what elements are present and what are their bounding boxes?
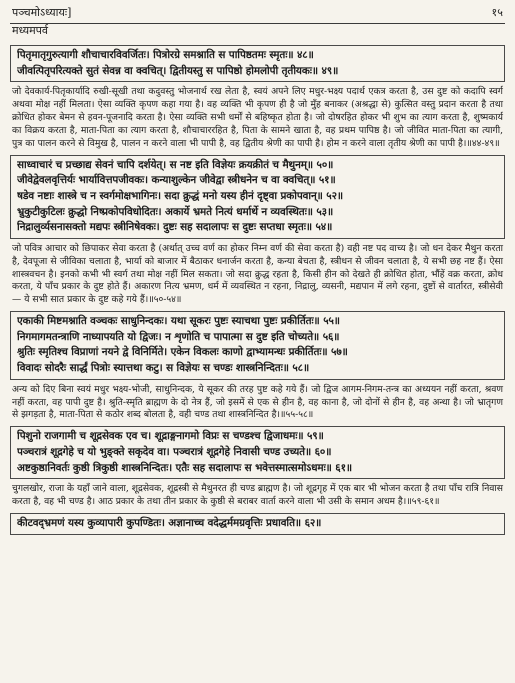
page-number: १५ [491,6,503,19]
page-header [10,6,505,24]
verse-line: साध्वाचारं च प्रच्छाद्य सेवनं चापि दर्शयेत्। स नष्ट इति विज्ञेयः क्रयक्रीतं च मैथुनम्॥ ५०॥ [17,158,334,171]
verse-line: निद्रालुर्व्यसनासक्तो मद्यपः स्त्रीनिषेवकः। दुष्टः सह सदालापः स दुष्टः सप्तधा स्मृतः॥ ५४॥ [17,221,333,234]
verse-line: जीवेद्वेवलवृत्तिर्यः भार्यावित्तपजीवकः। कन्याशुल्केन जीवेद्वा स्त्रीधनेन च वा क्वचित्॥ ५१॥ [17,174,336,187]
chapter-label: पञ्चमोऽध्यायः] [12,6,72,19]
verse-block [10,513,505,535]
verse-block [10,45,505,82]
page-content [10,45,505,535]
verse-line: एकाकी मिष्टमश्नाति वञ्चकः साधुनिन्दकः। यथा सूकरः पुष्टः स्याचथा पुष्टः प्रकीर्तितः॥ ५५॥ [17,315,340,328]
commentary-paragraph: जो देवकार्य-पितृकार्यादि रुखी-सूखी तथा कदुवस्तु भोजनार्थ रख लेता है, स्वयं अपने लिए मधुर-भक्ष्य पदार्थ एकत्र करता है, उस दुष्ट को कदापि स्वर्ग अथवा मोक्ष नहीं मिलता। ऐसा व्यक्ति कृपण कहा गया है। वह व्यक्ति भी कृपण ही है जो मुँह बनाकर (अश्रद्धा से) कुत्सित वस्तु प्रदान करता है तथा क्रोधित होकर बेमन से हवन-पूजनादि करता है। ऐसा व्यक्ति सभी धर्मों से बहिष्कृत होता है। जो दोषरहित होकर भी शुभ का त्याग करता है, शुष्मकार्य का विक्रय करता है, माता-पिता का त्याग करता है, शौचाचाररहित है, पिता के सामने खाता है, वह प्रथम पापिष्ठ है। जो जीवित माता-पिता का त्यागी, पुत्र का पालन करने से विमुख है, पालन न करने वाला भी पापी है, वह द्वितीय श्रेणी का पापी है। होम न करने वाला तृतीय श्रेणी का पापी है।॥४४-४९॥ [12,86,503,149]
commentary-paragraph: अन्य को दिए बिना स्वयं मधुर भक्ष्य-भोजी, साधुनिन्दक, ये सूकर की तरह पुष्ट कहे गये हैं। जो द्विज आगम-निगम-तन्त्र का अध्ययन नहीं करता, श्रवण नहीं करता, वह पापी दुष्ट है। श्रुति-स्मृति ब्राह्मण के दो नेत्र हैं, जो इसमें से एक से हीन है, वह काना है, जो दोनों से हीन है, वह अन्धा है। जो भ्रातृगण से झगड़ता है, माता-पिता से कठोर शब्द बोलता है, वही चण्ड तथा शास्त्रनिन्दित है।॥५५-५८॥ [12,383,503,421]
verse-line: जीवत्पितृपरित्यक्ते सुतं सेवन्न वा क्वचित्। द्वितीयस्तु स पापिष्ठो होमलोपी तृतीयकः॥ ४९॥ [17,64,339,77]
verse-line: विवादः सोदरैः सार्द्धं पित्रोः स्यात्तथा कटु। स विज्ञेयः स चण्डः शास्त्रनिन्दितः॥ ५८॥ [17,362,310,374]
section-title: मध्यमपर्व [12,24,49,37]
verse-block [10,311,505,379]
verse-block [10,155,505,239]
verse-line: पितृमातृगुरुत्यागी शौचाचारविवर्जितः। पित्रोरग्रे समश्नाति स पापिष्ठतमः स्मृतः॥ ४८॥ [17,49,314,61]
commentary-paragraph: जो पवित्र आचार को छिपाकर सेवा करता है (अर्थात् उच्च वर्ण का होकर निम्न वर्ण की सेवा करता है) वही नष्ट पद वाच्य है। जो धन देकर मैथुन करता है, देवपूजा से जीविका चलाता है, भार्या को बाजार में बैठाकर धनार्जन करता है, कन्या बेचता है, स्त्रीधन से जीवन चलाता है, ये सभी छह नष्ट हैं। ऐसा शास्त्रवचन है। इनको कभी भी स्वर्ग तथा मोक्ष नहीं मिल सकता। जो सदा क्रुद्ध रहता है, किसी हीन को देखते ही क्रोधित होता, भौंहें वक्र करता, क्रोध करता, ये पाँच प्रकार के दुष्ट होते हैं। अकारण नित्य भ्रमण, धर्म में व्यवस्थित न रहना, निद्रालु, व्यसनी, मद्यपान में लगे रहना, दुष्टों से वार्तारत, स्त्रीसेवी— ये सभी सात प्रकार के दुष्ट कहे गये हैं।॥५०-५४॥ [12,242,503,306]
verse-line: अष्टकुष्ठानिवर्तः कुष्ठी त्रिकुष्ठी शास्त्रनिन्दितः। एतैः सह सदालापः स भवेत्तस्मात्समोऽधमः॥ ६१॥ [17,461,353,474]
verse-line: पञ्चरात्रं शूद्रगेहे च यो भुङ्क्ते सकृदेव वा। पञ्चरात्रं शूद्रगेहे निवासी चण्ड उच्यते॥ ६०॥ [17,445,332,458]
verse-line: कीटवद्भ्रमणं यस्य कुव्यापारी कुपण्डितः। अज्ञानाच्च वदेद्धर्ममग्रवृत्तिः प्रधावति॥ ६२॥ [17,516,322,529]
verse-line: पिशुनो राजगामी च शूद्रसेवक एव च। शूद्राङ्गनागमो विप्रः स चण्डश्च द्विजाधमः॥ ५९॥ [17,430,324,443]
verse-block [10,426,505,479]
verse-line: निगमागमतन्त्राणि नाध्यापयति यो द्विजः। न शृणोति च पापात्मा स दुष्ट इति चोच्यते॥ ५६॥ [17,330,340,343]
verse-line: षडेव नष्टाः शास्त्रे च न स्वर्गमोक्षभागिनः। सदा क्रुद्धं मनो यस्य हीनं दृष्ट्वा प्रकोपवान्॥ ५२॥ [17,189,344,202]
commentary-paragraph: चुगलखोर, राजा के यहाँ जाने वाला, शूद्रसेवक, शूद्रस्त्री से मैथुनरत ही चण्ड ब्राह्मण है। जो शूद्रगृह में एक बार भी भोजन करता है तथा पाँच रात्रि निवास करता है, वह भी चण्ड है। आठ प्रकार के तथा तीन प्रकार के कुष्ठी से बराबर वार्ता करने वाला भी उसी के समान अधम है।॥५९-६१॥ [12,483,503,507]
verse-line: श्रुतिः स्मृतिश्च विप्राणां नयने द्वे विनिर्मिते। एकेन विकलः काणो द्वाभ्यामन्धः प्रकीर्तितः॥ ५७॥ [17,346,348,359]
section-title-wrap [10,24,505,41]
verse-line: भ्रुकुटीकुटिलः क्रुद्धो निष्प्रकोपविधोदितः। अकार्ये भ्रमते नित्यं धर्मार्थे न व्यवस्थितः॥ ५३॥ [17,205,334,218]
